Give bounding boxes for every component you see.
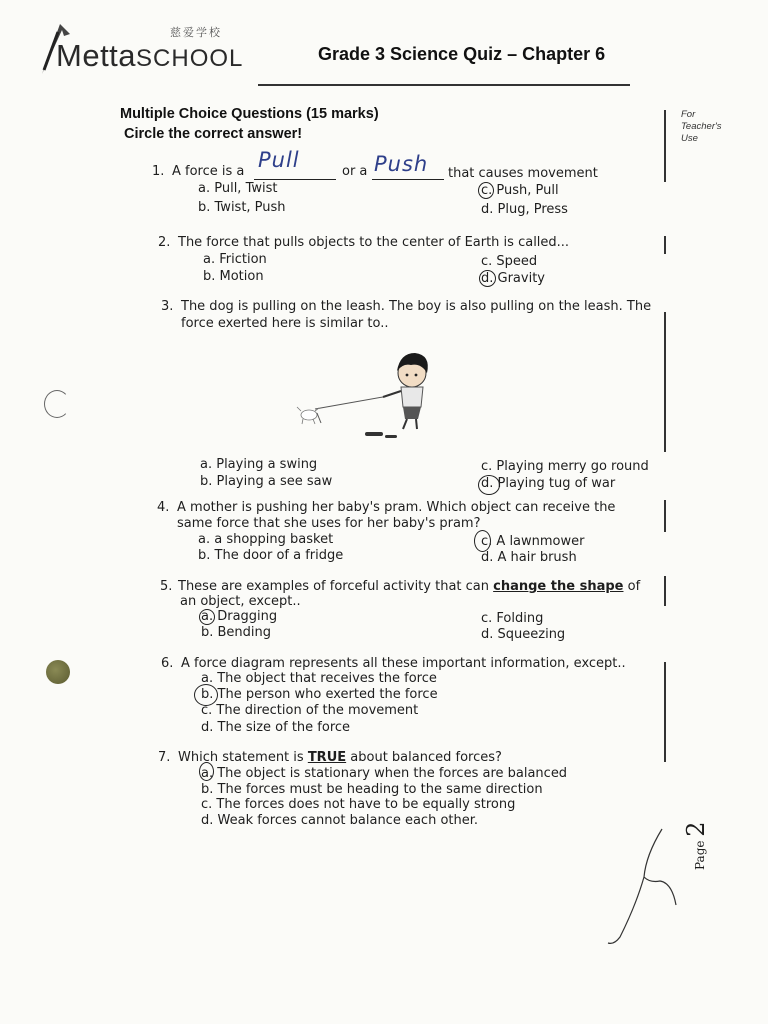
option-b[interactable]: b. Playing a see saw: [200, 474, 333, 489]
option-a[interactable]: a. Friction: [203, 252, 267, 267]
question-text: A mother is pushing her baby's pram. Which object can receive the: [177, 500, 616, 515]
margin-line: [664, 662, 666, 762]
option-d[interactable]: d. Gravity: [481, 271, 545, 286]
option-d[interactable]: d. Playing tug of war: [481, 476, 616, 491]
option-a[interactable]: a. a shopping basket: [198, 532, 334, 547]
question-number: 2.: [158, 235, 171, 250]
option-b[interactable]: b. Bending: [201, 625, 272, 640]
option-c[interactable]: c. Push, Pull: [481, 183, 559, 198]
option-c[interactable]: c. Playing merry go round: [481, 459, 649, 474]
teacher-signature: [600, 825, 690, 950]
answer-circle: [199, 609, 215, 625]
question-number: 7.: [158, 750, 171, 765]
answer-circle: [474, 530, 491, 552]
option-c[interactable]: c. Speed: [481, 254, 538, 269]
logo-chinese: 慈爱学校: [170, 26, 222, 39]
teacher-label-line: For: [681, 109, 696, 120]
option-d[interactable]: d. The size of the force: [201, 720, 351, 735]
option-a[interactable]: a. Playing a swing: [200, 457, 318, 472]
answer-circle: [479, 270, 496, 287]
question-text: A force is a: [172, 164, 245, 179]
margin-line: [664, 110, 666, 182]
school-logo: [56, 38, 243, 74]
question-text: that causes movement: [448, 166, 598, 181]
teacher-label-line: Use: [681, 133, 698, 144]
question-text: an object, except..: [180, 594, 301, 609]
option-a[interactable]: a. Dragging: [201, 609, 278, 624]
question-text: The dog is pulling on the leash. The boy is also pulling on the leash. The: [181, 299, 652, 314]
answer-circle: [199, 762, 214, 781]
section-instruction: Circle the correct answer!: [124, 126, 303, 142]
option-c[interactable]: c. Folding: [481, 611, 544, 626]
logo-school: SCHOOL: [136, 45, 244, 72]
option-c[interactable]: c. The direction of the movement: [201, 703, 419, 718]
question-number: 4.: [157, 500, 170, 515]
question-number: 1.: [152, 164, 165, 179]
question-text: [178, 579, 640, 594]
margin-line: [664, 312, 666, 452]
question-text: [178, 750, 502, 765]
question-text: same force that she uses for her baby's pram?: [177, 516, 481, 531]
question-text: A force diagram represents all these important information, except..: [181, 656, 626, 671]
boy-pulling-dog-illustration: [285, 345, 445, 445]
margin-line: [664, 500, 666, 532]
margin-line: [664, 236, 666, 254]
option-d[interactable]: d. A hair brush: [481, 550, 577, 565]
question-number: 6.: [161, 656, 174, 671]
option-a[interactable]: a. The object that receives the force: [201, 671, 437, 686]
option-c[interactable]: c. A lawnmower: [481, 534, 585, 549]
question-text-part: Which statement is: [178, 750, 304, 765]
question-text-part: about balanced forces?: [350, 750, 502, 765]
option-b[interactable]: b. The person who exerted the force: [201, 687, 438, 702]
handwritten-answer: Pull: [258, 148, 300, 172]
teacher-use-label: [681, 109, 722, 145]
option-d[interactable]: d. Squeezing: [481, 627, 566, 642]
option-b[interactable]: b. The door of a fridge: [198, 548, 344, 563]
teacher-label-line: Teacher's: [681, 121, 722, 132]
question-text: or a: [342, 164, 368, 179]
header-rule: [258, 84, 630, 86]
question-emphasis: change the shape: [493, 579, 624, 594]
option-b[interactable]: b. Twist, Push: [198, 200, 286, 215]
section-title: Multiple Choice Questions (15 marks): [120, 106, 379, 122]
question-text-part: of: [627, 579, 641, 594]
question-number: 3.: [161, 299, 174, 314]
answer-circle: [478, 475, 500, 495]
option-b[interactable]: b. The forces must be heading to the same direction: [201, 782, 543, 797]
binder-hole: [44, 390, 70, 418]
question-text-part: These are examples of forceful activity that can: [178, 579, 489, 594]
question-number: 5.: [160, 579, 173, 594]
answer-blank[interactable]: [254, 179, 336, 180]
question-text: The force that pulls objects to the center of Earth is called...: [178, 235, 570, 250]
question-text: force exerted here is similar to..: [181, 316, 389, 331]
margin-line: [664, 576, 666, 606]
answer-circle: [478, 182, 494, 199]
option-a[interactable]: a. Pull, Twist: [198, 181, 278, 196]
page-number: [682, 821, 710, 870]
option-c[interactable]: c. The forces does not have to be equally strong: [201, 797, 516, 812]
option-b[interactable]: b. Motion: [203, 269, 264, 284]
handwritten-answer: Push: [374, 152, 429, 176]
page-number-value: 2: [682, 821, 710, 837]
page-label: Page: [693, 840, 707, 870]
option-d[interactable]: d. Weak forces cannot balance each other.: [201, 813, 479, 828]
option-a[interactable]: a. The object is stationary when the forces are balanced: [201, 766, 568, 781]
logo-metta: Metta: [56, 38, 137, 73]
quiz-title: Grade 3 Science Quiz – Chapter 6: [318, 44, 606, 64]
option-d[interactable]: d. Plug, Press: [481, 202, 568, 217]
ink-dot: [46, 660, 70, 684]
question-emphasis: TRUE: [307, 750, 347, 765]
answer-blank[interactable]: [372, 179, 444, 180]
